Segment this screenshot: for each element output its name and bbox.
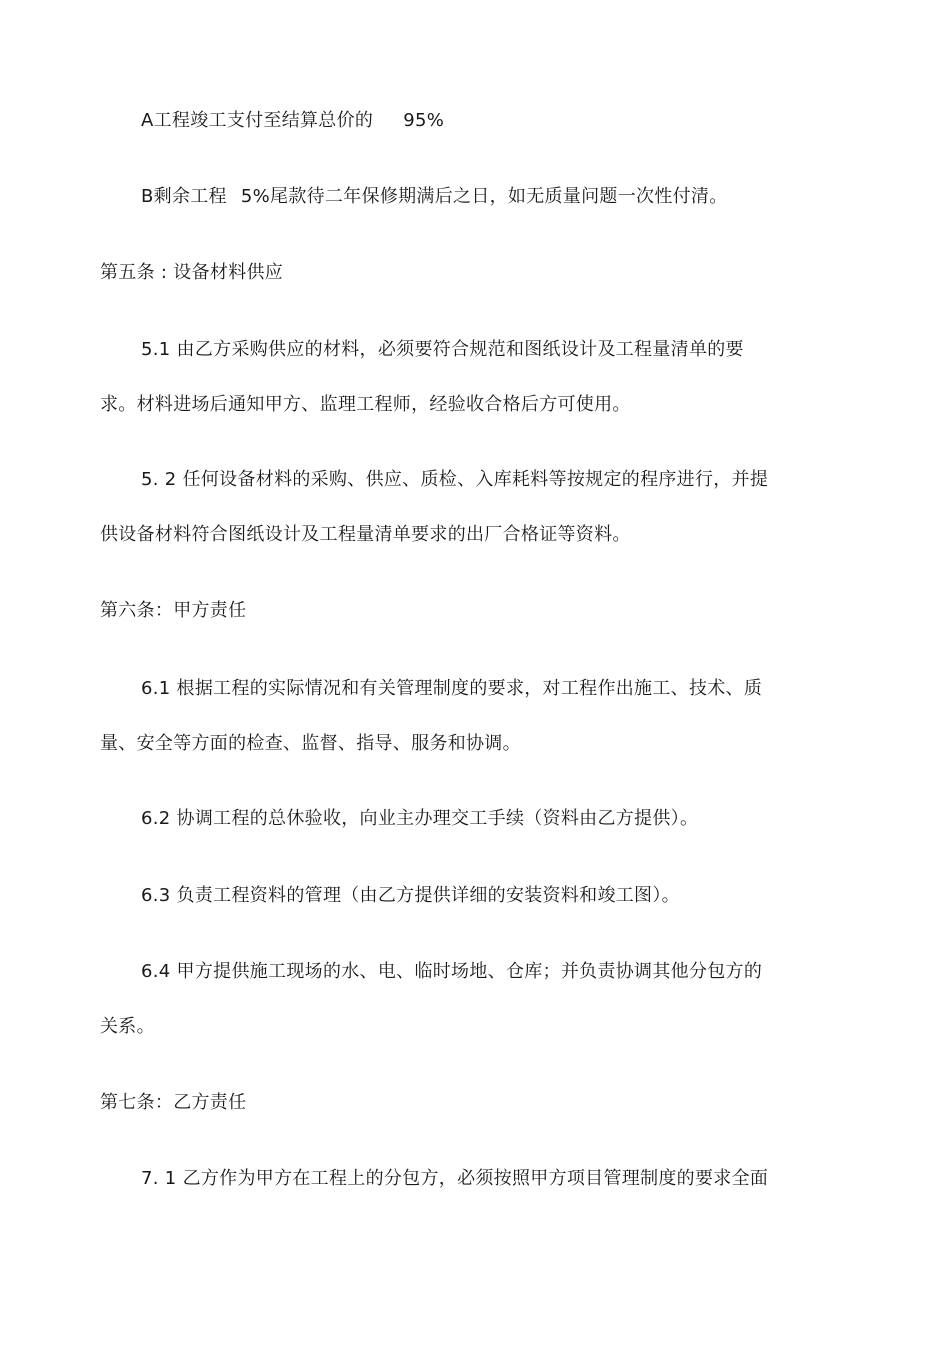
clause-6-4-line-2: 关系。 <box>100 1016 155 1037</box>
clause-5-1-line-1: 5.1 由乙方采购供应的材料，必须要符合规范和图纸设计及工程量清单的要 <box>141 339 744 360</box>
clause-5-2-line-2: 供设备材料符合图纸设计及工程量清单要求的出厂合格证等资料。 <box>100 524 631 545</box>
payment-b-rest: 5%尾款待二年保修期满后之日，如无质量问题一次性付清。 <box>240 186 728 207</box>
clause-6-1-line-2: 量、安全等方面的检查、监督、指导、服务和协调。 <box>100 733 521 754</box>
clause-7-1-line-1: 7. 1 乙方作为甲方在工程上的分包方，必须按照甲方项目管理制度的要求全面 <box>141 1168 769 1189</box>
payment-b-prefix: B剩余工程 <box>141 186 227 207</box>
clause-6-4-line-1: 6.4 甲方提供施工现场的水、电、临时场地、仓库；并负责协调其他分包方的 <box>141 961 763 982</box>
clause-5-1-line-2: 求。材料进场后通知甲方、监理工程师，经验收合格后方可使用。 <box>100 394 631 415</box>
article-5-heading: 第五条 : 设备材料供应 <box>100 262 284 283</box>
payment-a-text: A工程竣工支付至结算总价的 <box>141 110 374 131</box>
clause-6-3: 6.3 负责工程资料的管理（由乙方提供详细的安装资料和竣工图）。 <box>141 885 680 906</box>
payment-clause-b <box>141 185 728 209</box>
clause-5-2-line-1: 5. 2 任何设备材料的采购、供应、质检、入库耗料等按规定的程序进行，并提 <box>141 469 769 490</box>
article-7-heading: 第七条：乙方责任 <box>100 1092 247 1113</box>
payment-clause-a <box>141 109 444 133</box>
clause-6-2: 6.2 协调工程的总休验收，向业主办理交工手续（资料由乙方提供）。 <box>141 808 699 829</box>
article-6-heading: 第六条：甲方责任 <box>100 600 247 621</box>
clause-6-1-line-1: 6.1 根据工程的实际情况和有关管理制度的要求，对工程作出施工、技术、质 <box>141 678 763 699</box>
payment-a-value: 95% <box>403 110 445 131</box>
